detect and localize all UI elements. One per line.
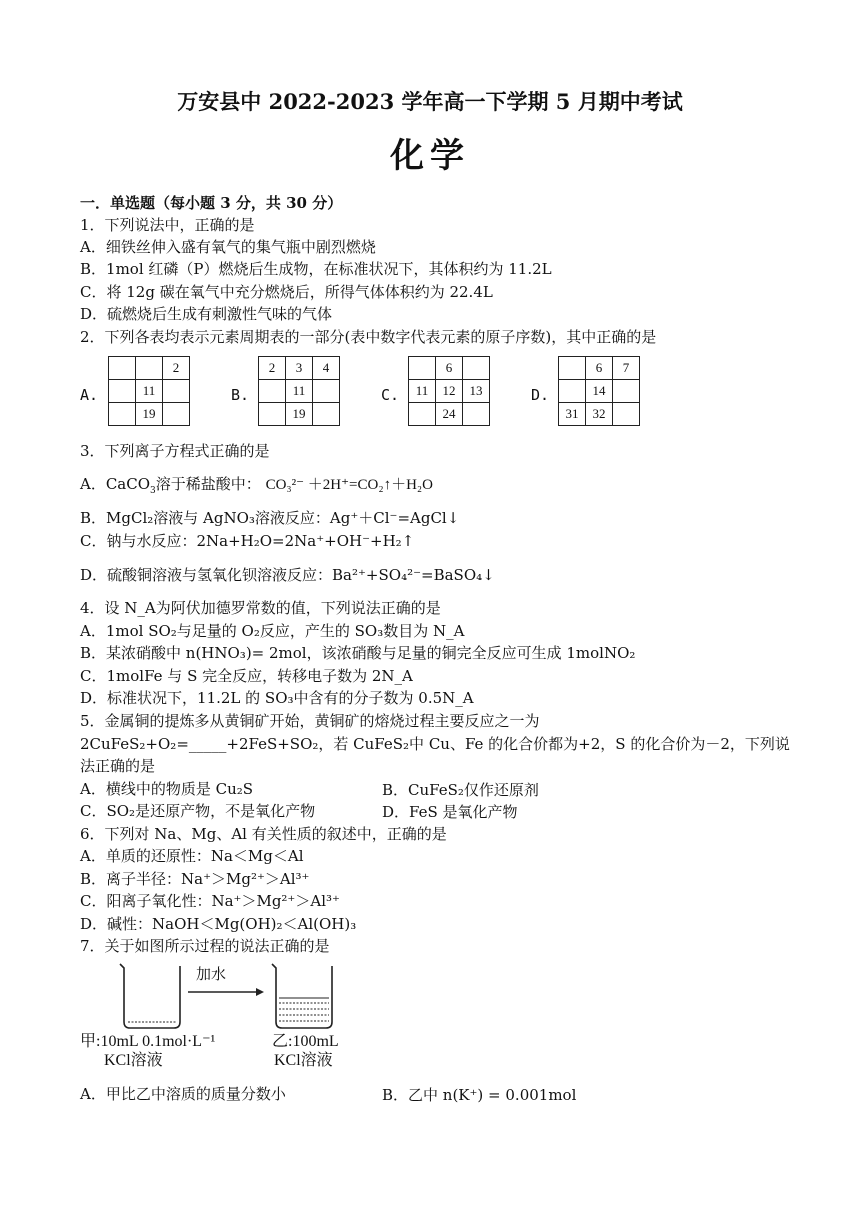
q4-stem: 4．设 N_A为阿伏加德罗常数的值，下列说法正确的是 — [80, 599, 441, 617]
arrow-label: 加水 — [196, 965, 227, 983]
yi-label-line2: KCl溶液 — [274, 1052, 333, 1069]
q5-option-c: C．SO₂是还原产物，不是氧化产物 — [80, 802, 316, 820]
exam-title: 万安县中 2022-2023 学年高一下学期 5 月期中考试 — [177, 89, 683, 114]
table-cell: 32 — [586, 403, 613, 426]
table-cell — [409, 403, 436, 426]
q6-option-a: A．单质的还原性：Na＜Mg＜Al — [80, 847, 304, 865]
table-cell: 4 — [313, 357, 340, 380]
table-cell: 6 — [586, 357, 613, 380]
table-cell: 19 — [286, 403, 313, 426]
table-cell — [559, 357, 586, 380]
table-cell: 31 — [559, 403, 586, 426]
table-cell — [136, 357, 163, 380]
q2-label-d: D. — [531, 386, 550, 404]
table-cell: 13 — [463, 380, 490, 403]
q3-option-a: A．CaCO$_3$溶于稀盐酸中： CO₃²⁻ ＋2H⁺=CO₂↑＋H₂O — [80, 475, 433, 496]
beaker-jia-icon — [120, 964, 180, 1028]
q6-option-d: D．碱性：NaOH＜Mg(OH)₂＜Al(OH)₃ — [80, 915, 357, 933]
section-heading: 一．单选题（每小题 3 分，共 30 分） — [80, 194, 343, 212]
table-cell: 11 — [286, 380, 313, 403]
q3-a-text: 溶于稀盐酸中： — [155, 475, 261, 493]
q6-option-b: B．离子半径：Na⁺＞Mg²⁺＞Al³⁺ — [80, 870, 310, 888]
table-cell: 12 — [436, 380, 463, 403]
q2-label-b: B. — [231, 386, 250, 404]
table-cell — [313, 403, 340, 426]
table-cell: 19 — [136, 403, 163, 426]
table-cell — [313, 380, 340, 403]
subject-title: 化学 — [390, 136, 470, 176]
table-cell — [109, 380, 136, 403]
table-cell — [163, 380, 190, 403]
arrow-icon — [188, 988, 264, 996]
q4-option-a: A．1mol SO₂与足量的 O₂反应，产生的 SO₃数目为 N_A — [80, 622, 465, 640]
table-cell — [259, 403, 286, 426]
table-cell — [559, 380, 586, 403]
table-cell: 24 — [436, 403, 463, 426]
yi-label-line1: 乙:100mL — [272, 1033, 339, 1050]
q5-stem: 5．金属铜的提炼多从黄铜矿开始，黄铜矿的熔烧过程主要反应之一为 — [80, 712, 540, 730]
q7-option-a: A．甲比乙中溶质的质量分数小 — [80, 1085, 286, 1103]
q3-a-prefix: A．CaCO — [80, 475, 151, 493]
q1-option-d: D．硫燃烧后生成有刺激性气味的气体 — [80, 305, 333, 323]
table-cell: 2 — [259, 357, 286, 380]
q6-option-c: C．阳离子氧化性：Na⁺＞Mg²⁺＞Al³⁺ — [80, 892, 340, 910]
table-cell: 7 — [613, 357, 640, 380]
table-cell — [409, 357, 436, 380]
table-cell — [613, 403, 640, 426]
table-cell — [109, 357, 136, 380]
q1-option-a: A．细铁丝伸入盛有氧气的集气瓶中剧烈燃烧 — [80, 238, 376, 256]
q3-option-d: D．硫酸铜溶液与氢氧化钡溶液反应：Ba²⁺+SO₄²⁻=BaSO₄↓ — [80, 566, 495, 584]
q5-option-a: A．横线中的物质是 Cu₂S — [80, 780, 254, 798]
q2-label-c: C. — [381, 386, 400, 404]
q2-stem: 2．下列各表均表示元素周期表的一部分(表中数字代表元素的原子序数)，其中正确的是 — [80, 328, 657, 346]
jia-label-line2: KCl溶液 — [104, 1052, 163, 1069]
table-cell — [259, 380, 286, 403]
q2-table-d — [558, 356, 640, 426]
q4-option-b: B．某浓硝酸中 n(HNO₃)= 2mol，该浓硝酸与足量的铜完全反应可生成 1molNO₂ — [80, 644, 636, 662]
q2-table-b — [258, 356, 340, 426]
q5-stem-cont: 法正确的是 — [80, 757, 156, 775]
beaker-yi-icon — [272, 964, 332, 1028]
q2-label-a: A. — [80, 386, 99, 404]
table-cell: 6 — [436, 357, 463, 380]
q6-stem: 6．下列对 Na、Mg、Al 有关性质的叙述中，正确的是 — [80, 825, 447, 843]
jia-label-line1: 甲:10mL 0.1mol·L⁻¹ — [80, 1033, 216, 1050]
table-cell — [109, 403, 136, 426]
q1-option-b: B．1mol 红磷（P）燃烧后生成物，在标准状况下，其体积约为 11.2L — [80, 260, 552, 278]
q7-option-b: B．乙中 n(K⁺) = 0.001mol — [382, 1086, 577, 1104]
table-cell — [613, 380, 640, 403]
q1-stem: 1．下列说法中，正确的是 — [80, 216, 255, 234]
table-cell — [163, 403, 190, 426]
table-cell: 14 — [586, 380, 613, 403]
table-cell: 3 — [286, 357, 313, 380]
q4-option-c: C．1molFe 与 S 完全反应，转移电子数为 2N_A — [80, 667, 413, 685]
table-cell: 2 — [163, 357, 190, 380]
q2-table-c — [408, 356, 490, 426]
q3-stem: 3．下列离子方程式正确的是 — [80, 442, 270, 460]
q3-a-equation: CO₃²⁻ ＋2H⁺=CO₂↑＋H₂O — [265, 477, 433, 493]
table-cell — [463, 357, 490, 380]
q1-option-c: C．将 12g 碳在氧气中充分燃烧后，所得气体体积约为 22.4L — [80, 283, 493, 301]
q5-option-d: D．FeS 是氧化产物 — [382, 803, 518, 821]
table-cell: 11 — [409, 380, 436, 403]
q3-option-c: C．钠与水反应：2Na+H₂O=2Na⁺+OH⁻+H₂↑ — [80, 532, 415, 550]
q5-equation: 2CuFeS₂+O₂=_____+2FeS+SO₂，若 CuFeS₂中 Cu、Fe 的化合价都为+2，S 的化合价为－2，下列说 — [80, 735, 790, 753]
beaker-diagram — [80, 958, 380, 1034]
q4-option-d: D．标准状况下，11.2L 的 SO₃中含有的分子数为 0.5N_A — [80, 689, 474, 707]
q7-stem: 7．关于如图所示过程的说法正确的是 — [80, 937, 330, 955]
table-cell: 11 — [136, 380, 163, 403]
q3-option-b: B．MgCl₂溶液与 AgNO₃溶液反应：Ag⁺＋Cl⁻=AgCl↓ — [80, 509, 460, 527]
q2-table-a — [108, 356, 190, 426]
q5-option-b: B．CuFeS₂仅作还原剂 — [382, 781, 539, 799]
table-cell — [463, 403, 490, 426]
